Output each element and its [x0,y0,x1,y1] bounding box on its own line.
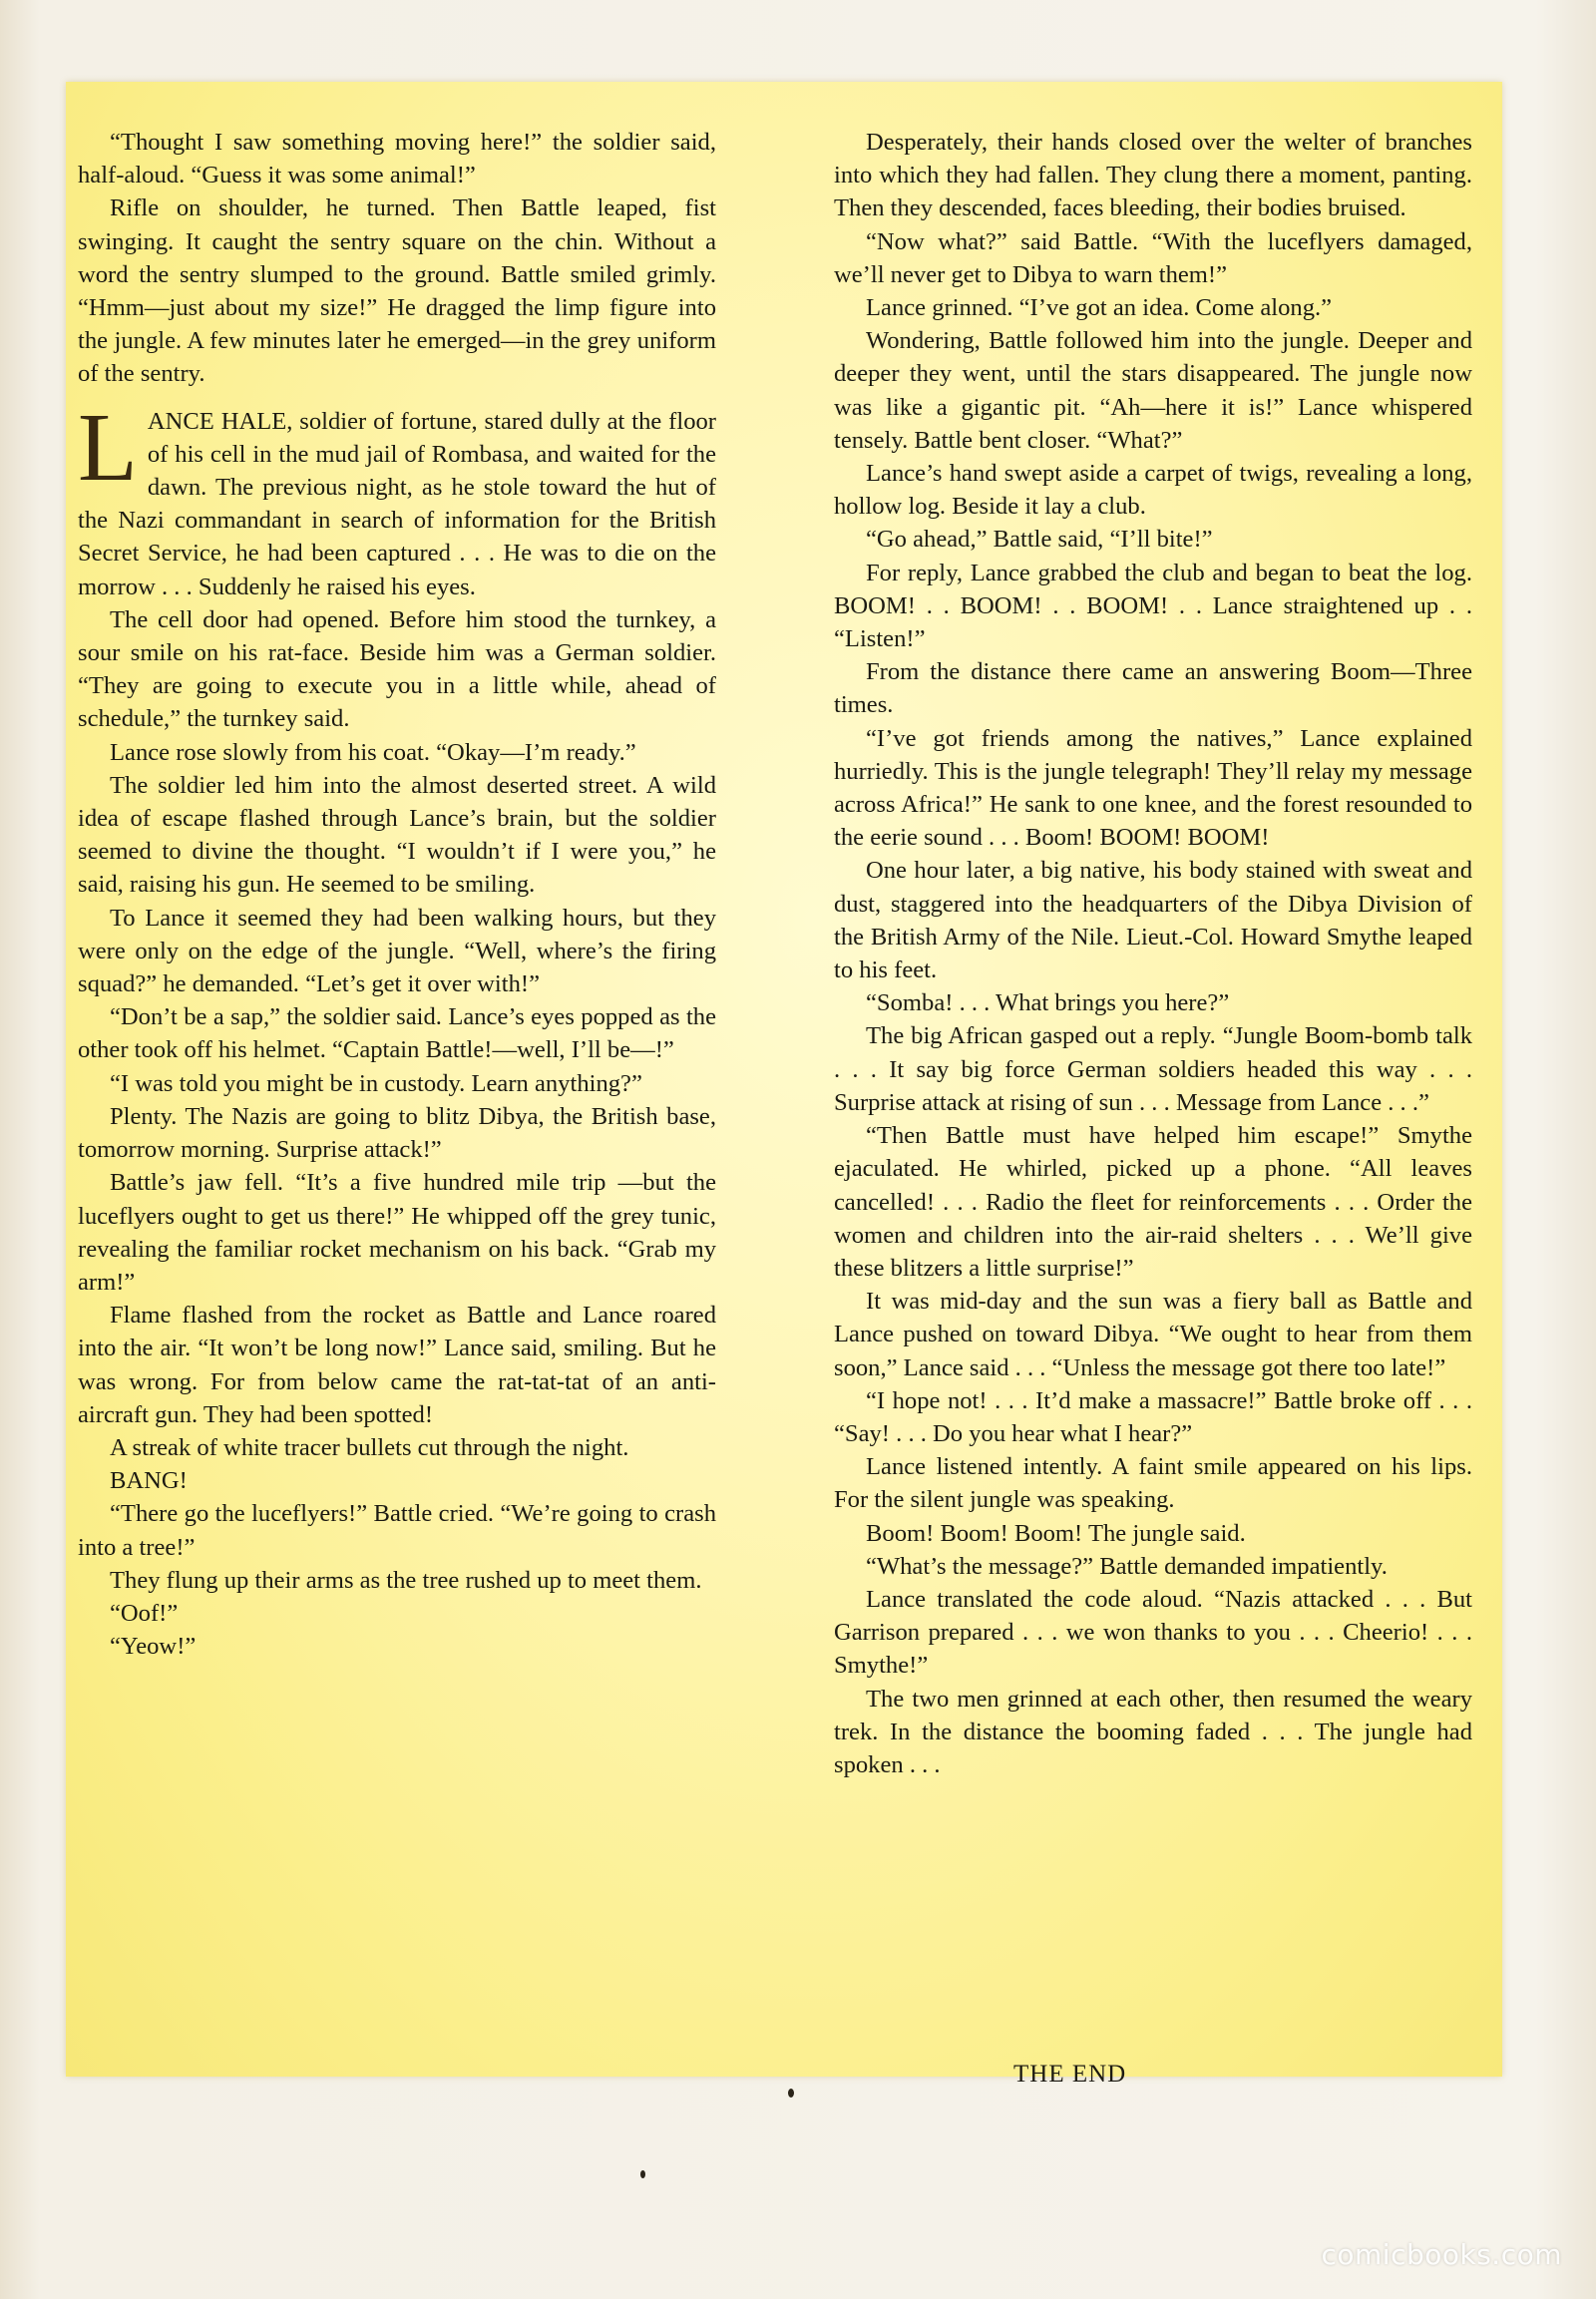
paragraph: Battle’s jaw fell. “It’s a five hundred mile trip —but the luceflyers ought to get us there!” He whipped off the grey tunic, revealing the familiar rocket mechanism on his back. “Grab my arm!” [78,1169,716,1296]
paragraph: Flame flashed from the rocket as Battle and Lance roared into the air. “It won’t be long now!” Lance said, smiling. But he was wrong. For from below came the rat-tat-tat of an anti-aircraft gun. They had been spotted! [78,1302,716,1428]
paragraph: “I hope not! . . . It’d make a massacre!” Battle broke off . . . “Say! . . . Do you hear what I hear?” [834,1386,1472,1447]
paragraph: The soldier led him into the almost deserted street. A wild idea of escape flashed through Lance’s brain, but the soldier seemed to divine the thought. “I wouldn’t if I were you,” he said, raising his gun. He seemed to be smiling. [78,771,716,899]
paragraph: “Now what?” said Battle. “With the luceflyers damaged, we’ll never get to Dibya to warn them!” [834,227,1472,288]
paragraph: Rifle on shoulder, he turned. Then Battle leaped, fist swinging. It caught the sentry square on the chin. Without a word the sentry slumped to the ground. Battle smiled grimly. “Hmm—just about my size!” He dragged the limp figure into the jungle. A few minutes later he emerged—in the grey uniform of the sentry. [78,194,716,388]
paragraph: “I was told you might be in custody. Learn anything?” [110,1069,642,1097]
dropcap-paragraph [78,393,716,603]
paragraph: Lance grinned. “I’ve got an idea. Come along.” [866,294,1333,322]
left-text-column [78,126,716,1663]
paragraph: “What’s the message?” Battle demanded impatiently. [866,1552,1388,1580]
paragraph: Boom! Boom! Boom! The jungle said. [866,1519,1246,1547]
paragraph: The cell door had opened. Before him stood the turnkey, a sour smile on his rat-face. Beside him was a German soldier. “They are going to execute you in a little while, ahead of schedule,” the turnkey said. [78,605,716,733]
paragraph: Desperately, their hands closed over the welter of branches into which they had fallen. They clung there a moment, panting. Then they descended, faces bleeding, their bodies bruised. [834,129,1472,222]
the-end-label: THE END [1013,2061,1127,2088]
paragraph: “Somba! . . . What brings you here?” [866,989,1230,1017]
paragraph: “Don’t be a sap,” the soldier said. Lance’s eyes popped as the other took off his helmet. “Captain Battle!—well, I’ll be—!” [78,1003,716,1064]
paragraph: “Yeow!” [110,1633,197,1661]
paragraph: “I’ve got friends among the natives,” Lance explained hurriedly. This is the jungle telegraph! They’ll relay my message across Africa!” He sank to one knee, and the forest resounded to the eerie sound . . . Boom! BOOM! BOOM! [834,724,1472,852]
paragraph: From the distance there came an answering Boom—Three times. [834,658,1472,719]
paragraph: Wondering, Battle followed him into the jungle. Deeper and deeper they went, until the stars disappeared. The jungle now was like a gigantic pit. “Ah—here it is!” Lance whispered tensely. Battle bent closer. “What?” [834,327,1472,454]
paragraph: To Lance it seemed they had been walking hours, but they were only on the edge of the jungle. “Well, where’s the firing squad?” he demanded. “Let’s get it over with!” [78,904,716,998]
right-text-column [834,126,1472,1781]
paragraph: Lance listened intently. A faint smile appeared on his lips. For the silent jungle was speaking. [834,1453,1472,1514]
dropcap-paragraph-text: ANCE HALE, soldier of fortune, stared dully at the floor of his cell in the mud jail of Rombasa, and waited for the dawn. The previous night, as he stole toward the hut of the Nazi commandant in search of information for the British Secret Service, he had been captured . . . He was to die on the morrow . . . Suddenly he raised his eyes. [78,407,716,600]
paragraph: “Then Battle must have helped him escape!” Smythe ejaculated. He whirled, picked up a phone. “All leaves cancelled! . . . Radio the fleet for reinforcements . . . Order the women and children into the air-raid shelters . . . We’ll give these blitzers a little surprise!” [834,1122,1472,1282]
paragraph: It was mid-day and the sun was a fiery ball as Battle and Lance pushed on toward Dibya. “We ought to hear from them soon,” Lance said . . . “Unless the message got there too late!” [834,1288,1472,1381]
dropcap-letter: L [78,393,138,502]
paragraph: “Thought I saw something moving here!” the soldier said, half-aloud. “Guess it was some animal!” [78,129,716,190]
paragraph: Plenty. The Nazis are going to blitz Dibya, the British base, tomorrow morning. Surprise attack!” [78,1102,716,1164]
paragraph: The big African gasped out a reply. “Jungle Boom-bomb talk . . . It say big force German soldiers headed this way . . . Surprise attack at rising of sun . . . Message from Lance . . .” [834,1022,1472,1116]
paragraph: The two men grinned at each other, then resumed the weary trek. In the distance the booming faded . . . The jungle had spoken . . . [834,1685,1472,1778]
paragraph: “Go ahead,” Battle said, “I’ll bite!” [866,526,1213,554]
paragraph: BANG! [110,1467,188,1495]
paragraph: “There go the luceflyers!” Battle cried. “We’re going to crash into a tree!” [78,1500,716,1561]
story-text-panel [66,82,1502,2077]
paragraph: Lance translated the code aloud. “Nazis attacked . . . But Garrison prepared . . . we won thanks to you . . . Cheerio! . . . Smythe!” [834,1585,1472,1680]
ink-speck [640,2170,645,2178]
paragraph: Lance rose slowly from his coat. “Okay—I’m ready.” [110,738,636,766]
paragraph: One hour later, a big native, his body stained with sweat and dust, staggered into the headquarters of the Dibya Division of the British Army of the Nile. Lieut.-Col. Howard Smythe leaped to his feet. [834,857,1472,984]
site-watermark: comicbooks.com [1321,2238,1562,2271]
paragraph: They flung up their arms as the tree rushed up to meet them. [110,1566,702,1594]
paragraph: “Oof!” [110,1599,179,1627]
ink-speck [788,2089,794,2098]
paragraph: For reply, Lance grabbed the club and began to beat the log. BOOM! . . BOOM! . . BOOM! . . Lance straightened up . . “Listen!” [834,559,1472,653]
paragraph: Lance’s hand swept aside a carpet of twigs, revealing a long, hollow log. Beside it lay a club. [834,460,1472,521]
paragraph: A streak of white tracer bullets cut through the night. [110,1433,629,1461]
